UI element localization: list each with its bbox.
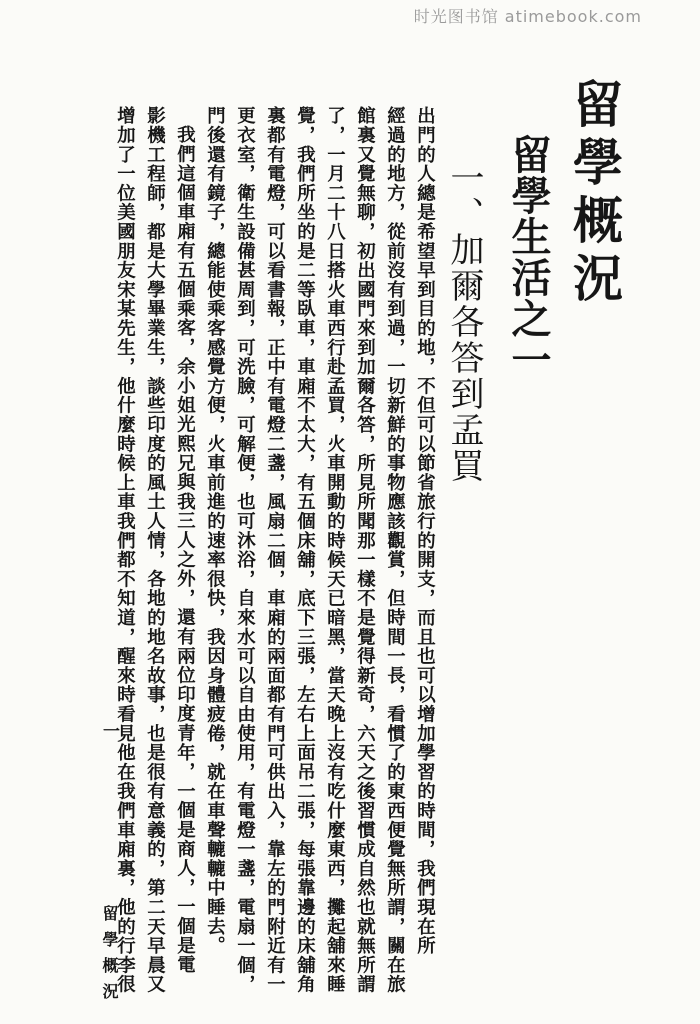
body-column: 覺，我們所坐的是二等臥車，車廂不太大，有五個床舖，底下三張，左右上面吊二張，每張靠邊的床舖角 [294,106,316,994]
body-column: 了，一月二十八日搭火車西行赴孟買，火車開動的時候天已暗黑，當天晚上沒有吃什麼東西，攤起舖來睡 [324,106,346,994]
section-heading: 一、加爾各答到孟買 [444,160,484,484]
body-column: 經過的地方，從前沒有到過，一切新鮮的事物應該觀賞，但時間一長，看慣了的東西便覺無所謂，關在旅 [384,106,406,994]
body-column: 影機工程師，都是大學畢業生，談些印度的風土人情，各地的地名故事，也是很有意義的，第二天早晨又 [144,106,166,994]
body-column: 裏都有電燈，可以看書報，正中有電燈二盞，風扇二個，車廂的兩面都有門可供出入，靠左的門附近有一 [264,106,286,994]
body-column: 出門的人總是希望早到目的地，不但可以節省旅行的開支，而且也可以增加學習的時間，我們現在所 [414,106,436,956]
chapter-subtitle: 留學生活之一 [505,134,552,380]
watermark: 时光图书馆 atimebook.com [413,7,642,26]
body-column: 館裏又覺無聊，初出國門來到加爾各答，所見所聞那一樣不是覺得新奇，六天之後習慣成自然也就無所謂 [354,106,376,994]
page-title: 留學概況 [565,78,624,310]
body-column: 增加了一位美國朋友宋某先生，他什麼時候上車我們都不知道，醒來時看見他在我們車廂裏，他的行李很 [114,106,136,994]
running-head: 留學概況 [100,905,119,1009]
body-column: 更衣室，衛生設備甚周到，可洗臉，可解便，也可沐浴，自來水可以自由使用，有電燈一盞，電扇一個， [234,106,256,994]
body-column: 我們這個車廂有五個乘客，余小姐光熙兄與我三人之外，還有兩位印度青年，一個是商人，一個是電 [174,125,196,975]
page-number: 一 [99,722,119,739]
body-column: 門後還有鏡子，總能使乘客感覺方便，火車前進的速率很快，我因身體疲倦，就在車聲轆轆中睡去。 [204,106,226,956]
